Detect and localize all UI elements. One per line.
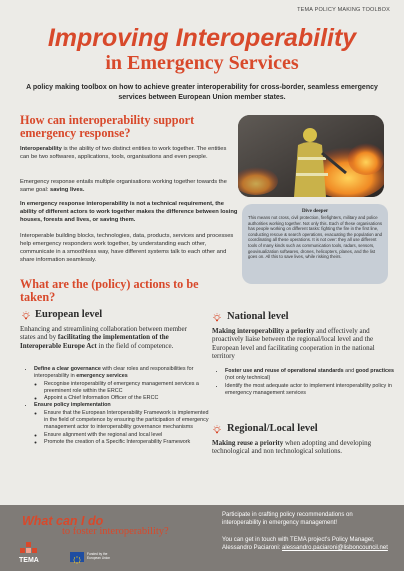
what-can-i-do: What can I do <box>22 514 104 528</box>
nat-b1-a: Foster use <box>225 368 254 374</box>
response-text: Emergency response entails multiple organisations working together towards the same goal: <box>20 179 227 193</box>
toolbox-label: TEMA POLICY MAKING TOOLBOX <box>297 7 390 13</box>
lightbulb-icon <box>21 311 31 321</box>
firefighter-photo <box>238 115 384 197</box>
tema-logo-text: TEMA <box>19 557 39 564</box>
eu-b1-a: Define <box>34 366 52 372</box>
list-item: ◦ Recognise interoperability of emergency management services a preeminent role within the ERCC <box>44 381 212 396</box>
european-intro <box>20 325 200 350</box>
nat-b1-c: and <box>343 368 356 374</box>
regional-intro <box>212 439 390 456</box>
national-intro-a: Making interoperability a priority <box>212 327 315 335</box>
para-response <box>20 179 236 195</box>
dive-deeper-text: This means not cross, civil protection, firefighters, military and police authorities working together. Not only this. Each of these organisations has people working on different tasks: fighting the fire in the first line, conducting rescue & search operations, evacuating the population and coordinating all these operations. It is not over: they all use different tools of many kinds such as communication tools, radars, sensors, geovisualization softwares, drones, helicopters, planes, and the list goes on. All this to save lives, while risking theirs. <box>248 215 383 260</box>
page-title: Improving Interoperability <box>47 24 357 52</box>
para-bold <box>20 201 240 225</box>
eu-b1-b: a clear governance <box>51 366 101 372</box>
nat-b1-b: and reuse of operational standards <box>253 368 344 374</box>
list-item: ◦ Ensure that the European Interoperability Framework is implemented in the field of competence by ensuring the participation of emergency management actor to interoperability governance mechanisms <box>44 410 212 432</box>
list-item: • Identify the most adequate actor to implement interoperability policy in emergency management services <box>225 383 403 398</box>
national-intro-b: and effectively and proactively liaise between the regional/local level and the European level and facilitating cooperation in the national territory <box>212 327 375 361</box>
list-item <box>225 368 403 383</box>
european-list <box>24 366 212 446</box>
list-item: ◦ Promote the creation of a Specific Interoperability Framework <box>44 439 212 446</box>
list-item <box>34 402 212 446</box>
section1-heading: How can interoperability support emergency response? <box>20 113 195 140</box>
footer-participate: Participate in crafting policy recommendations on interoperability in emergency management! <box>222 512 353 526</box>
nat-b1-e: (not only technical) <box>225 375 271 382</box>
list-item: ◦ Appoint a Chief Information Officer of the ERCC <box>44 395 212 402</box>
definition-text: is the ability of two distinct entities to work together. The entities can be two softwares, applications, tools, organisations and even people. <box>20 146 227 160</box>
para-definition <box>20 146 236 162</box>
tema-logo-icon <box>20 542 38 558</box>
foster-interop: to foster interoperability? <box>62 526 169 537</box>
regional-level-title: Regional/Local level <box>227 423 318 434</box>
european-intro-b: facilitating the implementation of the Interoperable Europe Act <box>20 333 169 350</box>
dive-deeper-box <box>242 204 388 284</box>
european-level-title: European level <box>35 309 103 320</box>
footer-contact <box>222 536 397 552</box>
lightbulb-icon <box>212 425 222 435</box>
national-intro <box>212 327 392 361</box>
section2-heading: What are the (policy) actions to be taken? <box>20 277 199 304</box>
dive-deeper-title: Dive deeper <box>301 208 329 214</box>
contact-text: You can get in touch with TEMA project's Policy Manager, Alessandro Paciaroni: <box>222 537 375 551</box>
eu-funding-text: Funded by the European Union <box>87 552 111 560</box>
eu-flag-icon <box>70 552 84 562</box>
lightbulb-icon <box>212 313 222 323</box>
european-intro-c: in the field of competence. <box>96 341 174 350</box>
national-list <box>215 368 403 397</box>
contact-email-link[interactable]: alessandro.paciaroni@lisboncouncil.net <box>282 545 388 551</box>
eu-b1-c: with clear roles and responsibilities for interoperability in <box>34 366 194 380</box>
nat-b1-d: good practices <box>355 368 394 374</box>
list-item: ◦ Ensure alignment with the regional and local level <box>44 432 212 439</box>
european-intro-a: Enhancing and streamlining collaboration between member states and by <box>20 325 187 342</box>
national-level-title: National level <box>227 311 289 322</box>
term-interoperability: Interoperability <box>20 146 62 152</box>
page-subtitle: A policy making toolbox on how to achieve greater interoperability for cross-border, seamless emergency services between European Union member states. <box>26 84 378 101</box>
list-item <box>34 366 212 402</box>
para-blocks: Interoperable building blocks, technologies, data, products, services and processes help emergency responders work together, by understanding each other, communicate in a smoothless way, have different systems talk to each other and share information seamlessly. <box>20 233 234 263</box>
eu-b2: Ensure policy implementation <box>34 402 111 409</box>
regional-intro-a: Making reuse a priority <box>212 439 284 447</box>
eu-b1-d: emergency services <box>76 373 128 380</box>
page-title-line2: in Emergency Services <box>105 52 299 74</box>
saving-lives: saving lives. <box>49 186 85 193</box>
bold-statement: In emergency response interoperability is not a technical requirement, the ability of different actors to work together makes the difference between losing houses, forests and lives, or saving them. <box>20 201 238 223</box>
regional-intro-b: when adopting and developing technological and non technological solutions. <box>212 439 372 456</box>
